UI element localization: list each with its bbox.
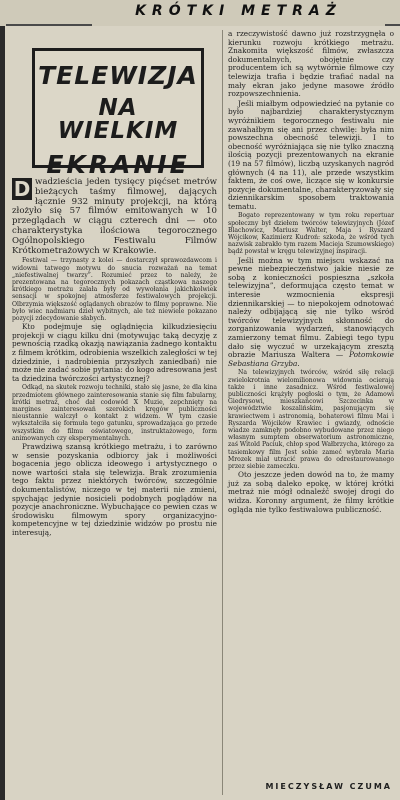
paragraph-text: Jeśli można w tym miejscu wskazać na pewne niebezpieczeństwo jakie niesie ze sobą z konieczności pospieszna „szkoła telewizyjna”, deformująca często temat w interesie wzmocnienia ekspresji dziennikarskiej — to niepokojem odnotować należy odbijającą się nie tylko wśród twórców telewizyjnych skłonność do zorganizowania wydarzeń, stanowiących zamierzony temat filmu. Zabiegi tego typu dało się wyczuć w urzekającym zresztą obrazie Mariusza Waltera — [228,255,394,360]
paragraph: a rzeczywistość dawno już rozstrzygnęła o kierunku rozwoju krótkiego metrażu. Znakomita większość filmów, zwłaszcza dokumentalnych, obojętnie czy producentem ich są wytwórnie filmowe czy telewizja trafia i będzie trafiać nadal na mały ekran jako jedyne masowe źródło rozpowszechnienia. [228,29,394,99]
section-title: KRÓTKI METRAŻ [135,3,342,19]
lead-text: wadzieścia jeden tysięcy pięćset metrów bieżących taśmy filmowej, dających łącznie 932 minuty projekcji, na którą złożyło się 57 filmów emitowanych w 10 przeglądach w ciągu czterech dni — oto charakterystyka ilościowa tegorocznego Ogólnopolskiego Festiwalu Filmów Krótkometrażowych w Krakowie. [12,177,217,256]
paragraph [228,257,394,369]
paragraph: Bogato reprezentowany w tym roku repertuar społeczny był dziełem twórców telewizyjnych (Józef Blachowicz, Mariusz Walter, Maja i Ryszard Wójcikow, Kazimierz Kudroń: szkoda, że wśród tych nazwisk zabrakło tym razem Macieja Szumowskiego) bądź powstał w kręgu telewizyjnej inspiracji. [228,212,394,256]
header-rule-left [6,24,92,26]
film-title: Potomkowie Sebastiana Grzyba. [228,350,394,368]
article-title-box [32,48,204,179]
article-title-line-2: NA WIELKIM [57,95,179,144]
article-column-right [228,30,394,514]
article-title-line-1: TELEWIZJA [38,61,198,90]
paragraph: Oto jeszcze jeden dowód na to, że mamy już za sobą daleko epokę, w której krótki metraż nie mógł odnaleźć swojej drogi do widza. Koronny argument, że filmy krótkie ogląda nie tylko festiwalowa publiczność. [228,470,394,514]
header-rule-right [385,24,400,26]
paragraph: Jeśli miałbym odpowiedzieć na pytanie co było najbardziej charakterystycznym wyróżnikiem tegorocznego festiwalu nie zawahałbym się ani przez chwilę: była nim powszechna obecność telewizji. I to obecność wyróżniająca się nie tylko znaczną ilością pozycji prezentowanych na ekranie (19 na 57 filmów), liczbą uzyskanych nagród głównych (4 na 11), ale przede wszystkim faktem, że coś owe, liczące się w konkursie pozycje dokumentalne, charakteryzowały się dziennikarskim sposobem traktowania tematu. [228,98,394,211]
column-divider [222,30,223,795]
article-title-line-3: EKRANIE [46,150,190,179]
left-margin-rule [0,0,5,800]
paragraph: Kto podejmuje się oglądnięcia kilkudziesięciu projekcji w ciągu kilku dni (motywując taką decyzję z pewnością rzadką okazją nawiązania żadnego kontaktu z filmem krótkim, odrobienia wszelkich zaległości w tej dziedzinie, i nadrobienia przyszłych zaniedbań) nie może nie zadać sobie pytania: do kogo adresowana jest ta dziedzina twórczości artystycznej? [12,322,217,383]
author-signature: MIECZYSŁAW CZUMA [265,782,392,791]
paragraph: Prawdziwą szansą krótkiego metrażu, i to zarówno w sensie pozyskania odbiorcy jak i możliwości bogacenia jego oblicza ideowego i artystycznego o nowe wartości stała się telewizja. Brak zrozumienia tego faktu przez niektórych twórców, szczególnie dokumentalistów, niczego w tej materii nie zmieni, spychając jedynie nosicieli podobnych poglądów na pozycje anachroniczne. Wybuchające co pewien czas w środowisku filmowym spory organizacyjno-kompetencyjne w tej dziedzinie widzów po prostu nie interesują, [12,441,217,537]
paragraph: Odkąd, na skutek rozwoju techniki, stało się jasne, że dla kina przedmiotem głównego zainteresowania stanie się film fabularny, krótki metraż, choć dał codowód X Muzie, zepchnięty na margines zainteresowań szerokich kręgów publiczności nieustannie walczył o kontakt z widzem. W tym czasie wykształciła się formuła tego gatunku, sprowadzająca go przede wszystkim do filmu oświatowego, instruktażowego, form animowanych czy eksperymentalnych. [12,384,217,442]
article-column-left [12,178,217,538]
section-header [0,0,400,26]
lead-paragraph [12,178,217,256]
paragraph: Festiwal — trzynasty z kolei — dostarczył sprawozdawcom i widowni tatwego motywu do snucia rozważań na temat „niefestiwalnej twarzy”. Rozumieć przez to należy, że prezentowana na tegorocznych pokazach cząstkowa naszego krótkiego metrażu zalała były od wywołania jakichkolwiek sensacji w spokojnej atmosferze festiwalowych projekcji. Olbrzymia większość oglądanych obrazów to filmy poprawne. Nie było wiec nadmiaru dzieł wybitnych, ale też niewiele pokazano pozycji zdecydowanie słabych. [12,257,217,322]
paragraph: Na telewizyjnych twórców, wśród siłę relacji zwielokrotnia wielomilionowa widownia ocierają także i inne zasadnicz. Wśród festiwalowej publiczności krążyły pogłoski o tym, że Adamowi Giedrysowi, mieszkańcowi Szczecinka w województwie koszalińskim, pasjonującym się krawiectwem i astronomią, bohaterowi filmu Mai i Ryszarda Wójcików Krawiec i gwiazdy, odnoście wiadze zamknęły podobno wybudowane przez niego własnym sumptem obserwatorium astronomiczne, zaś Witold Paciuk, chłop spod Wałbrzycha, którego za tasiemkowy film Jest sobie zameć wybrała Maria Mrozek miał utracić prawa do odrestaurowanego przez siebie zameczku. [228,369,394,471]
drop-cap: D [13,177,31,201]
